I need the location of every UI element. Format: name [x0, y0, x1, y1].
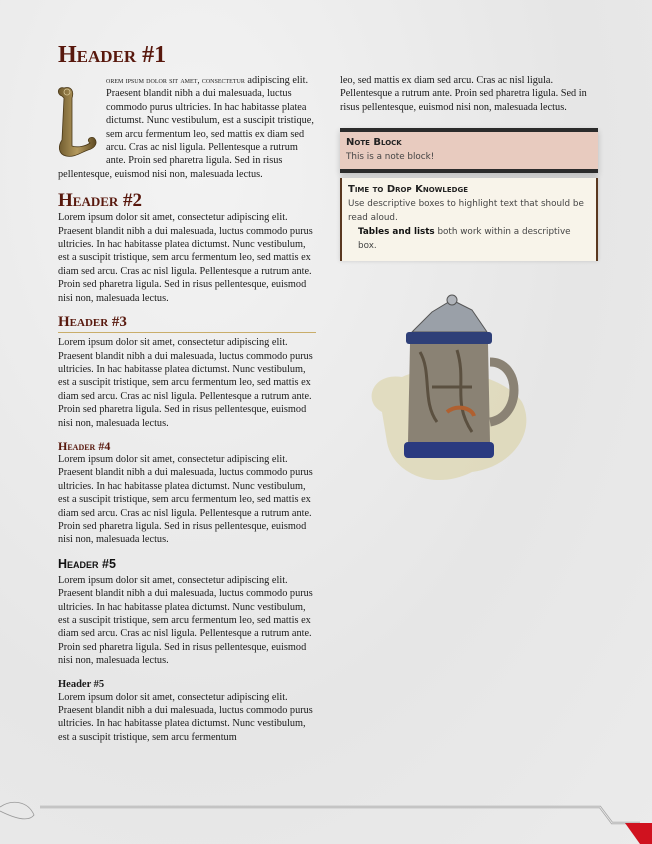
paragraph-1: orem ipsum dolor sit amet, consectetur adipiscing elit. Praesent blandit nibh a dui malesuada, luctus commodo purus ultricies. In hac habitasse platea dictumst. Nunc vestibulum, est a suscipit tristique, sem arcu fermentum leo, sed mattis ex diam sed arcu. Cras ac nisl ligula. Pellentesque a rutrum ante. Proin sed pharetra ligula. Sed in risus pellentesque, euismod nisi non, malesuada lectus. — [58, 74, 316, 181]
paragraph-3: Lorem ipsum dolor sit amet, consectetur adipiscing elit. Praesent blandit nibh a dui malesuada, luctus commodo purus ultricies. In hac habitasse platea dictumst. Nunc vestibulum, est a suscipit tristique, sem arcu fermentum leo, sed mattis ex diam sed arcu. Cras ac nisl ligula. Pellentesque a rutrum ante. Proin sed pharetra ligula. Sed in risus pellentesque, euismod nisi non, malesuada lectus. — [58, 337, 313, 429]
beer-stein-image — [362, 292, 542, 497]
header-6: Header #5 — [58, 678, 105, 690]
paragraph-6-start: Lorem ipsum dolor sit amet, consectetur adipiscing elit. Praesent blandit nibh a dui malesuada, luctus commodo purus ultricies. In hac habitasse platea dictumst. Nunc vestibulum, est a suscipit tristique, sem arcu fermentum — [58, 691, 313, 743]
note-title: Note Block — [346, 137, 402, 149]
paragraph-2: Lorem ipsum dolor sit amet, consectetur adipiscing elit. Praesent blandit nibh a dui malesuada, luctus commodo purus ultricies. In hac habitasse platea dictumst. Nunc vestibulum, est a suscipit tristique, sem arcu fermentum leo, sed mattis ex diam sed arcu. Cras ac nisl ligula. Pellentesque a rutrum ante. Proin sed pharetra ligula. Sed in risus pellentesque, euismod nisi non, malesuada lectus. — [58, 212, 313, 304]
note-block — [340, 128, 598, 173]
descriptive-block — [340, 178, 598, 261]
header-5: Header #5 — [58, 556, 116, 571]
drop-cap-l-icon — [52, 80, 100, 162]
right-column — [340, 74, 598, 261]
header-2: Header #2 — [58, 190, 143, 212]
paragraph-4: Lorem ipsum dolor sit amet, consectetur adipiscing elit. Praesent blandit nibh a dui malesuada, luctus commodo purus ultricies. In hac habitasse platea dictumst. Nunc vestibulum, est a suscipit tristique, sem arcu fermentum leo, sed mattis ex diam sed arcu. Cras ac nisl ligula. Pellentesque a rutrum ante. Proin sed pharetra ligula. Sed in risus pellentesque, euismod nisi non, malesuada lectus. — [58, 453, 313, 546]
header-1: Header #1 — [58, 42, 167, 68]
descriptive-list-line: Tables and lists both work within a descriptive box. — [358, 227, 571, 252]
descriptive-title: Time to Drop Knowledge — [348, 184, 468, 196]
note-body: This is a note block! — [346, 151, 435, 162]
header-4: Header #4 — [58, 438, 111, 453]
paragraph-5: Lorem ipsum dolor sit amet, consectetur adipiscing elit. Praesent blandit nibh a dui malesuada, luctus commodo purus ultricies. In hac habitasse platea dictumst. Nunc vestibulum, est a suscipit tristique, sem arcu fermentum leo, sed mattis ex diam sed arcu. Cras ac nisl ligula. Pellentesque a rutrum ante. Proin sed pharetra ligula. Sed in risus pellentesque, euismod nisi non, malesuada lectus. — [58, 574, 313, 667]
page-corner-accent — [625, 823, 652, 844]
page-footer-ornament — [0, 795, 652, 844]
header-3: Header #3 — [58, 314, 316, 333]
descriptive-body: Use descriptive boxes to highlight text that should be read aloud. — [348, 199, 584, 224]
paragraph-6-end: leo, sed mattis ex diam sed arcu. Cras ac nisl ligula. Pellentesque a rutrum ante. Proin sed pharetra ligula. Sed in risus pellentesque, euismod nisi non, malesuada lectus. — [340, 75, 587, 113]
left-column — [58, 42, 316, 744]
